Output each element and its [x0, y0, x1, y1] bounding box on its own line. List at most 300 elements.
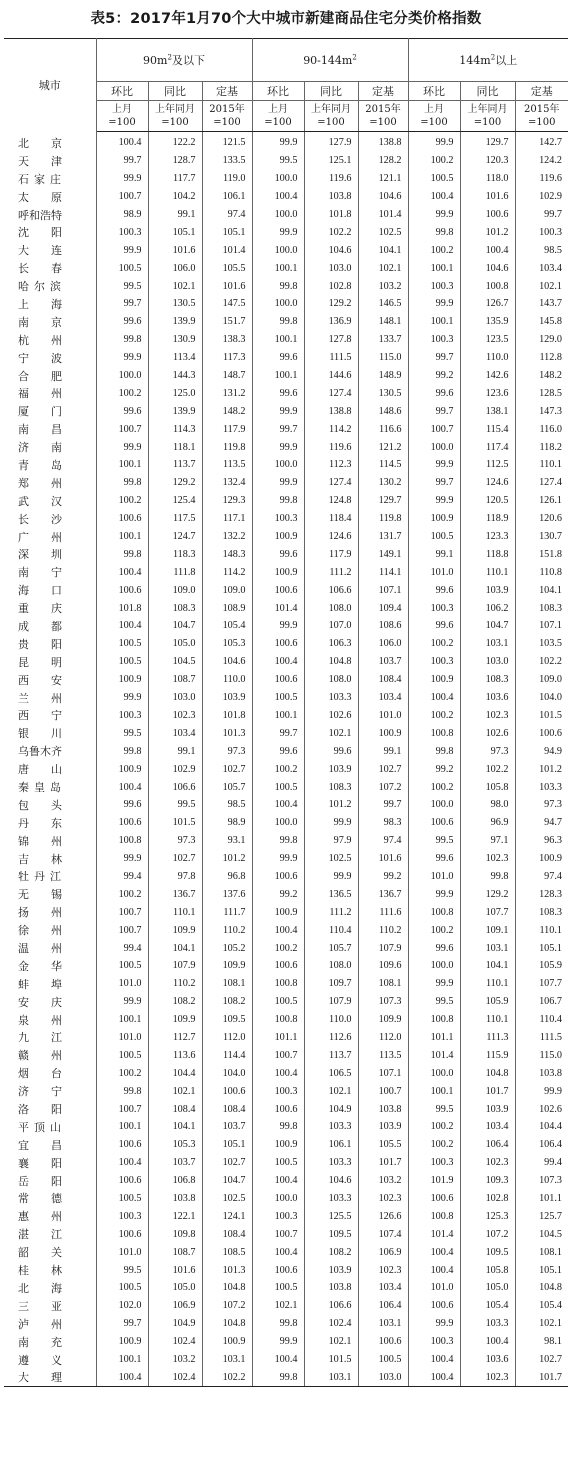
index-value: 108.3 [539, 906, 562, 918]
index-value: 108.3 [304, 778, 358, 796]
index-value: 101.0 [408, 563, 460, 581]
index-value: 99.2 [252, 885, 304, 903]
index-value: 100.7 [252, 1225, 304, 1243]
index-value: 99.9 [408, 1315, 460, 1333]
index-value: 100.3 [408, 599, 460, 617]
index-value: 101.1 [408, 1029, 460, 1047]
city-name: 太原 [4, 188, 96, 206]
index-value: 100.5 [358, 1351, 408, 1369]
city-name: 广州 [4, 528, 96, 546]
index-value: 100.7 [408, 420, 460, 438]
index-value: 116.6 [358, 420, 408, 438]
index-value: 102.0 [96, 1297, 148, 1315]
index-value: 99.8 [408, 742, 460, 760]
index-value: 106.0 [148, 259, 202, 277]
index-value: 124.6 [460, 474, 515, 492]
index-value: 104.0 [539, 692, 562, 704]
index-value: 100.2 [252, 939, 304, 957]
city-name: 唐山 [4, 760, 96, 778]
city-name: 徐州 [4, 921, 96, 939]
table-row [4, 1064, 568, 1082]
index-value: 118.9 [460, 510, 515, 528]
index-value: 104.9 [148, 1315, 202, 1333]
table-row [4, 635, 568, 653]
index-value: 101.1 [252, 1029, 304, 1047]
index-value: 101.2 [304, 796, 358, 814]
index-value: 99.9 [408, 206, 460, 224]
index-value: 100.0 [408, 796, 460, 814]
index-value: 127.4 [304, 384, 358, 402]
base-header-fixed: 2015年 =100 [202, 101, 252, 132]
index-value: 99.9 [408, 885, 460, 903]
index-value: 136.5 [304, 885, 358, 903]
index-value: 118.4 [304, 510, 358, 528]
index-value: 114.2 [304, 420, 358, 438]
city-name: 桂林 [4, 1261, 96, 1279]
city-name: 青岛 [4, 456, 96, 474]
index-value: 100.1 [252, 367, 304, 385]
index-value: 100.1 [96, 1118, 148, 1136]
index-value: 105.1 [202, 1136, 252, 1154]
index-value: 97.3 [460, 742, 515, 760]
index-value: 100.4 [408, 188, 460, 206]
index-value: 102.6 [304, 707, 358, 725]
table-row [4, 707, 568, 725]
table-row [4, 367, 568, 385]
index-value: 103.4 [539, 262, 562, 274]
index-value: 110.2 [358, 921, 408, 939]
index-value: 108.7 [148, 671, 202, 689]
table-row [4, 492, 568, 510]
table-row [4, 384, 568, 402]
city-name: 西安 [4, 671, 96, 689]
table-row [4, 939, 568, 957]
index-value: 104.2 [148, 188, 202, 206]
index-value: 101.6 [358, 850, 408, 868]
index-value: 100.3 [252, 510, 304, 528]
index-value: 101.4 [358, 206, 408, 224]
index-value: 105.9 [539, 960, 562, 972]
index-value: 109.5 [202, 1011, 252, 1029]
table-row [4, 689, 568, 707]
index-value: 100.2 [408, 778, 460, 796]
index-value: 145.8 [539, 316, 562, 328]
city-name: 无锡 [4, 885, 96, 903]
index-value: 100.5 [252, 1154, 304, 1172]
index-value: 99.9 [304, 814, 358, 832]
index-value: 108.5 [202, 1243, 252, 1261]
index-value: 102.2 [539, 656, 562, 668]
index-value: 111.5 [304, 349, 358, 367]
table-row [4, 510, 568, 528]
table-row [4, 1046, 568, 1064]
index-value: 99.9 [96, 689, 148, 707]
index-value: 110.4 [304, 921, 358, 939]
table-row [4, 1082, 568, 1100]
index-value: 100.7 [96, 921, 148, 939]
table-row [4, 528, 568, 546]
index-value: 125.0 [148, 384, 202, 402]
index-value: 100.0 [408, 438, 460, 456]
index-value: 108.4 [358, 671, 408, 689]
index-value: 100.3 [408, 1154, 460, 1172]
table-row [4, 1190, 568, 1208]
sub-header-fixed: 定基 [358, 82, 408, 101]
index-value: 100.8 [408, 903, 460, 921]
city-column-header: 城市 [4, 39, 96, 132]
index-value: 107.2 [202, 1297, 252, 1315]
index-value: 119.0 [202, 170, 252, 188]
index-value: 147.3 [539, 405, 562, 417]
table-row [4, 1243, 568, 1261]
index-value: 106.1 [304, 1136, 358, 1154]
index-value: 100.9 [252, 903, 304, 921]
index-value: 102.1 [304, 1082, 358, 1100]
index-value: 109.9 [148, 921, 202, 939]
index-value: 100.9 [408, 510, 460, 528]
index-value: 99.4 [544, 1157, 562, 1169]
city-name: 宜昌 [4, 1136, 96, 1154]
index-value: 99.7 [408, 402, 460, 420]
index-value: 102.2 [460, 760, 515, 778]
index-value: 113.4 [148, 349, 202, 367]
city-name: 北京 [4, 132, 96, 152]
index-value: 100.4 [408, 1368, 460, 1386]
index-value: 103.6 [460, 1351, 515, 1369]
index-value: 100.0 [96, 367, 148, 385]
index-value: 108.4 [202, 1225, 252, 1243]
table-row [4, 724, 568, 742]
group-header-large: $144m^2$以上 [408, 39, 568, 82]
index-value: 99.5 [96, 724, 148, 742]
index-value: 99.8 [252, 832, 304, 850]
index-value: 100.6 [408, 1297, 460, 1315]
index-value: 99.6 [408, 384, 460, 402]
index-value: 117.5 [148, 510, 202, 528]
index-value: 127.4 [539, 477, 562, 489]
index-value: 100.2 [408, 707, 460, 725]
index-value: 143.7 [539, 298, 562, 310]
table-header [4, 39, 568, 132]
index-value: 111.7 [202, 903, 252, 921]
index-value: 103.3 [304, 1154, 358, 1172]
index-value: 99.9 [408, 295, 460, 313]
table-row [4, 903, 568, 921]
index-value: 108.1 [539, 1246, 562, 1258]
index-value: 110.2 [148, 975, 202, 993]
index-value: 103.4 [358, 1279, 408, 1297]
index-value: 113.6 [148, 1046, 202, 1064]
index-value: 100.5 [252, 689, 304, 707]
index-value: 104.6 [202, 653, 252, 671]
index-value: 102.9 [148, 760, 202, 778]
index-value: 99.8 [252, 1315, 304, 1333]
index-value: 99.9 [252, 1333, 304, 1351]
index-value: 107.2 [460, 1225, 515, 1243]
index-value: 102.2 [304, 223, 358, 241]
index-value: 100.1 [252, 331, 304, 349]
index-value: 100.3 [408, 653, 460, 671]
index-value: 102.7 [358, 760, 408, 778]
table-row [4, 456, 568, 474]
index-value: 100.9 [252, 563, 304, 581]
index-value: 100.8 [96, 832, 148, 850]
city-name: 赣州 [4, 1046, 96, 1064]
index-value: 100.9 [358, 724, 408, 742]
city-name: 海口 [4, 581, 96, 599]
index-value: 109.5 [304, 1225, 358, 1243]
city-name: 合肥 [4, 367, 96, 385]
index-value: 100.1 [96, 1351, 148, 1369]
index-value: 99.7 [358, 796, 408, 814]
city-name: 常德 [4, 1190, 96, 1208]
index-value: 103.6 [460, 689, 515, 707]
index-value: 138.8 [304, 402, 358, 420]
index-value: 101.4 [408, 1225, 460, 1243]
index-value: 105.7 [304, 939, 358, 957]
index-value: 104.4 [539, 1121, 562, 1133]
index-value: 136.9 [304, 313, 358, 331]
index-value: 108.4 [148, 1100, 202, 1118]
index-value: 100.4 [408, 689, 460, 707]
index-value: 113.5 [202, 456, 252, 474]
index-value: 107.2 [358, 778, 408, 796]
index-value: 103.9 [304, 760, 358, 778]
index-value: 99.8 [252, 277, 304, 295]
sub-header-yoy: 同比 [460, 82, 515, 101]
city-name: 韶关 [4, 1243, 96, 1261]
index-value: 102.1 [304, 1333, 358, 1351]
index-value: 101.0 [408, 1279, 460, 1297]
index-value: 142.6 [460, 367, 515, 385]
table-row [4, 313, 568, 331]
index-value: 106.9 [358, 1243, 408, 1261]
index-value: 102.1 [358, 259, 408, 277]
index-value: 100.9 [408, 671, 460, 689]
index-value: 111.3 [460, 1029, 515, 1047]
table-row [4, 617, 568, 635]
city-name: 银川 [4, 724, 96, 742]
index-value: 109.9 [358, 1011, 408, 1029]
index-value: 127.8 [304, 331, 358, 349]
index-value: 100.6 [252, 581, 304, 599]
index-value: 136.7 [148, 885, 202, 903]
city-name: 蚌埠 [4, 975, 96, 993]
index-value: 104.4 [148, 1064, 202, 1082]
index-value: 101.6 [148, 241, 202, 259]
index-value: 112.6 [304, 1029, 358, 1047]
city-name: 福州 [4, 384, 96, 402]
index-value: 99.9 [252, 474, 304, 492]
index-value: 106.6 [304, 581, 358, 599]
index-value: 100.2 [96, 384, 148, 402]
index-value: 100.2 [408, 1118, 460, 1136]
city-name: 杭州 [4, 331, 96, 349]
index-value: 104.0 [202, 1064, 252, 1082]
index-value: 100.5 [252, 778, 304, 796]
index-value: 148.9 [358, 367, 408, 385]
index-value: 101.0 [96, 975, 148, 993]
group-header-medium: $90-144m^2$ [252, 39, 408, 82]
index-value: 98.1 [544, 1336, 562, 1348]
table-row [4, 331, 568, 349]
index-value: 101.0 [408, 868, 460, 886]
index-value: 106.4 [358, 1297, 408, 1315]
index-value: 106.3 [304, 635, 358, 653]
index-value: 133.5 [202, 152, 252, 170]
index-value: 106.6 [304, 1297, 358, 1315]
index-value: 112.0 [202, 1029, 252, 1047]
index-value: 111.8 [148, 563, 202, 581]
index-value: 126.7 [460, 295, 515, 313]
index-value: 102.7 [539, 1354, 562, 1365]
index-value: 109.6 [358, 957, 408, 975]
index-value: 100.6 [252, 1100, 304, 1118]
index-value: 130.2 [358, 474, 408, 492]
index-value: 109.5 [460, 1243, 515, 1261]
index-value: 99.6 [252, 742, 304, 760]
table-row [4, 778, 568, 796]
city-name: 泉州 [4, 1011, 96, 1029]
index-value: 102.9 [539, 191, 562, 203]
index-value: 126.1 [539, 495, 562, 507]
table-row [4, 796, 568, 814]
index-value: 102.5 [202, 1190, 252, 1208]
index-value: 104.6 [304, 241, 358, 259]
city-name: 郑州 [4, 474, 96, 492]
index-value: 101.3 [202, 724, 252, 742]
index-value: 99.9 [96, 170, 148, 188]
index-value: 106.4 [460, 1136, 515, 1154]
index-value: 99.2 [408, 760, 460, 778]
index-value: 146.5 [358, 295, 408, 313]
city-name: 南京 [4, 313, 96, 331]
index-value: 102.5 [358, 223, 408, 241]
index-value: 99.9 [408, 456, 460, 474]
index-value: 100.4 [460, 241, 515, 259]
city-name: 秦皇岛 [4, 778, 96, 796]
index-value: 96.3 [544, 835, 562, 847]
index-value: 101.0 [96, 1243, 148, 1261]
index-value: 99.1 [148, 742, 202, 760]
index-value: 100.0 [252, 456, 304, 474]
table-row [4, 653, 568, 671]
index-value: 99.8 [252, 492, 304, 510]
index-value: 130.7 [539, 531, 562, 543]
index-value: 103.7 [202, 1118, 252, 1136]
index-value: 100.4 [96, 1368, 148, 1386]
index-value: 108.9 [202, 599, 252, 617]
index-value: 101.3 [202, 1261, 252, 1279]
index-value: 100.6 [358, 1333, 408, 1351]
index-value: 105.1 [202, 223, 252, 241]
index-value: 99.6 [96, 402, 148, 420]
index-value: 129.7 [358, 492, 408, 510]
index-value: 117.3 [202, 349, 252, 367]
city-name: 南充 [4, 1333, 96, 1351]
index-value: 100.6 [96, 1136, 148, 1154]
city-name: 兰州 [4, 689, 96, 707]
index-value: 100.6 [252, 868, 304, 886]
index-value: 99.9 [252, 617, 304, 635]
table-row [4, 599, 568, 617]
index-value: 100.8 [408, 1011, 460, 1029]
index-value: 99.8 [460, 868, 515, 886]
city-name: 吉林 [4, 850, 96, 868]
index-value: 107.4 [358, 1225, 408, 1243]
index-value: 104.8 [539, 1282, 562, 1294]
index-value: 108.3 [148, 599, 202, 617]
index-value: 98.9 [202, 814, 252, 832]
index-value: 106.2 [460, 599, 515, 617]
index-value: 105.4 [460, 1297, 515, 1315]
sub-header-mom: 环比 [252, 82, 304, 101]
index-value: 100.4 [252, 1351, 304, 1369]
index-value: 101.0 [96, 1029, 148, 1047]
city-name: 呼和浩特 [4, 206, 96, 224]
index-value: 103.9 [304, 1261, 358, 1279]
index-value: 108.1 [202, 975, 252, 993]
index-value: 121.5 [202, 132, 252, 152]
index-value: 110.1 [539, 459, 562, 471]
index-value: 103.3 [304, 1190, 358, 1208]
index-value: 108.7 [148, 1243, 202, 1261]
index-value: 100.3 [408, 331, 460, 349]
index-value: 100.9 [539, 853, 562, 865]
index-value: 100.6 [539, 727, 562, 739]
city-name: 成都 [4, 617, 96, 635]
index-value: 104.7 [148, 617, 202, 635]
index-value: 119.6 [304, 170, 358, 188]
table-row [4, 152, 568, 170]
index-value: 103.2 [358, 1172, 408, 1190]
index-value: 100.4 [96, 132, 148, 152]
index-value: 99.9 [304, 868, 358, 886]
index-value: 101.7 [358, 1154, 408, 1172]
city-name: 岳阳 [4, 1172, 96, 1190]
index-value: 103.1 [460, 939, 515, 957]
index-value: 139.9 [148, 313, 202, 331]
city-name: 牡丹江 [4, 868, 96, 886]
index-value: 99.5 [408, 1100, 460, 1118]
index-value: 97.3 [544, 799, 562, 811]
index-value: 144.3 [148, 367, 202, 385]
city-name: 南昌 [4, 420, 96, 438]
index-value: 103.9 [202, 689, 252, 707]
base-header-yoy: 上年同月 =100 [460, 101, 515, 132]
index-value: 105.4 [202, 617, 252, 635]
index-value: 100.2 [96, 492, 148, 510]
index-value: 125.5 [304, 1207, 358, 1225]
index-value: 118.1 [148, 438, 202, 456]
index-value: 103.3 [304, 689, 358, 707]
index-value: 102.7 [148, 850, 202, 868]
index-value: 99.8 [252, 1368, 304, 1386]
index-value: 103.3 [304, 1118, 358, 1136]
base-header-yoy: 上年同月 =100 [304, 101, 358, 132]
index-value: 114.1 [358, 563, 408, 581]
index-value: 120.5 [460, 492, 515, 510]
index-value: 132.4 [202, 474, 252, 492]
index-value: 107.9 [148, 957, 202, 975]
index-value: 102.1 [252, 1297, 304, 1315]
index-value: 103.4 [148, 724, 202, 742]
index-value: 102.1 [539, 280, 562, 292]
sub-header-fixed: 定基 [202, 82, 252, 101]
base-header-mom: 上月 =100 [96, 101, 148, 132]
index-value: 97.4 [202, 206, 252, 224]
index-value: 104.1 [539, 584, 562, 596]
